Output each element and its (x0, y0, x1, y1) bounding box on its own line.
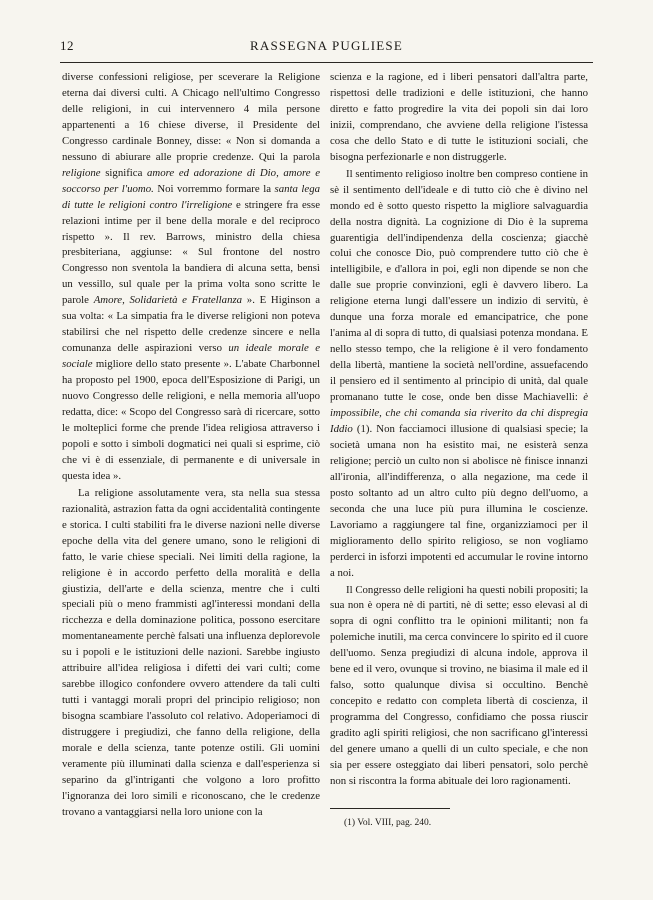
italic-run: un ideale morale e sociale (62, 342, 321, 371)
right-paragraph-1: scienza e la ragione, ed i liberi pensatori dall'altra parte, rispettosi delle tradizioni e delle istituzioni, che hanno diretto e fatto progredire la vita dei popoli sin dai loro inizii, comprendano, che avviene della religione l'istessa cosa che dello Stato e di tutte le istituzioni sociali, che bisogna perfezionarle e non distruggerle. (330, 71, 588, 163)
text-run: (1). Non facciamoci illusione di qualsiasi specie; la società umana non ha esistito mai, ne esisterà senza religione; perciò un culto non si abolisce nè finisce innanzi all'ironia, all'indifferenza, o alla negazione, ma cede il posto soltanto ad un altro culto più degno dell'uomo, a seconda che una luce più pura illumina le coscienze. Lavoriamo a raggiungere tal fine, organizziamoci per il miglioramento dello spirito religioso, se non vogliamo perderci in isforzi impotenti ed accumular le rovine intorno a noi. (330, 422, 588, 579)
page-number: 12 (60, 38, 74, 53)
italic-run: religione (62, 166, 101, 179)
footnote-rule (330, 808, 450, 809)
page-header (60, 38, 593, 58)
running-title: RASSEGNA PUGLIESE (250, 38, 403, 53)
text-run: Il sentimento religioso inoltre ben compreso contiene in sè il sentimento dell'ideale e di tutto ciò che è divino nel mondo ed è sotto questo rispetto la migliore salvaguardia della nostra dignità. La cognizione di Dio è la suprema guarentigia dell'indipendenza della coscienza; giacchè colui che conosce Dio, può comprendere tutto ciò che è intelligibile, e d'allora in poi, egli non dipende se non che dalle sue proprie convinzioni, egli è davvero libero. La religione eterna lungi dall'essere un indizio di servitù, è dunque una forza morale ed emancipatrice, che pone l'anima al di sopra di tutto, di qualsiasi potenza mondana. E nello stesso tempo, che la religione è il vero fondamento della libertà, mantiene la società nell'ordine, assuefacendo il pensiero ed il sentimento al principio di unità, dal quale promanano tutte le cose, onde ben disse Machiavelli: (330, 167, 588, 404)
italic-run: Amore, Solidarietà e Fratellanza (93, 294, 243, 307)
text-run: diverse confessioni religiose, per sceverare la Religione eterna dai diversi culti. A Chicago nell'ultimo Congresso delle religioni, in cui intervennero 4 mila persone appartenenti a 16 chiese diverse, il Presidente del Congresso cardinale Bonney, disse: « Non si domanda a nessuno di abiurare alle proprie credenze. Qui la parola (62, 71, 320, 163)
right-paragraph-2 (330, 167, 588, 582)
italic-run: è impossibile, che chi comanda sia riverito da chi dispregia Iddio (330, 391, 588, 435)
italic-run: amore ed adorazione di Dio, amore e soccorso per l'uomo. (62, 166, 321, 195)
text-run: significa (100, 166, 148, 179)
footnote: (1) Vol. VIII, pag. 240. (344, 818, 432, 828)
header-rule (60, 62, 593, 63)
left-column (62, 70, 320, 821)
right-column (330, 70, 588, 790)
left-paragraph-2: La religione assolutamente vera, sta nella sua stessa razionalità, astrazion fatta da ogni accidentalità contingente e storica. I culti stabiliti fra le diverse nazioni nelle diverse epoche della vita del genere umano, sono le religioni di fatto, le varie chiese speciali. Nei limiti della ragione, la religione è in accordo perfetto della moralità e della giustizia, dell'arte e della scienza, mentre che i culti speciali più o meno frammisti agl'interessi mondani della ricchezza e della dominazione politica, possono esercitare momentaneamente perchè falsati una influenza deplorevole su i popoli e le istituzioni delle nazioni. Sarebbe ingiusto attribuire all'idea religiosa i difetti dei vari culti; come sarebbe illogico confondere ovvero attendere da tali culti tutti i vantaggi morali propri del principio religioso; non bisogna scambiare l'assoluto col relativo. Adoperiamoci di distruggere i pregiudizi, che fanno della religione, della morale e della scienza, tante potenze ostili. Gli uomini veramente più illuminati dalla scienza e dall'esperienza si separino da gl'intriganti che volgono a loro profitto l'ignoranza dei loro simili e riconoscano, che le credenze trovano a vantaggiarsi nella loro unione con la (62, 486, 320, 818)
text-run: Noi vorremmo formare la (153, 182, 275, 195)
right-paragraph-3: Il Congresso delle religioni ha questi nobili propositi; la sua non è opera nè di partiti, nè di sette; esso elevasi al di sopra di ogni conflitto tra le opinioni militanti; non fa polemiche inutili, ma cerca convincere lo spirito ed il cuore dell'uomo. Senza pregiudizi di alcuna indole, approva il bene ed il vero, ovunque si trovino, ne biasima il male ed il falso, sotto qualunque divisa si occultino. Benchè concepito e redatto con completa libertà di coscienza, il programma del Congresso, confidiamo che possa riuscir gradito agli spiriti religiosi, che non sacrificano gl'interessi del genere umano a quelli di un culto speciale, e che non sia per essere osteggiato dai liberi pensatori, solo perchè non si riscontra la forma abituale dei loro ragionamenti. (330, 583, 588, 787)
text-run: migliore dello stato presente ». L'abate Charbonnel ha proposto pel 1900, epoca dell'Esposizione di Parigi, un nuovo Congresso delle religioni, e nella memoria all'uopo redatta, dice: « Scopo del Congresso sarà di ricercare, sotto le molteplici forme che prende l'idea religiosa attraverso i popoli e sotto i simboli dogmatici nei quali si esprime, ciò che vi è di essenziale, di permanente e di universale in questa idea ». (62, 358, 320, 482)
italic-run: santa lega di tutte le religioni contro l'irreligione (62, 182, 320, 211)
text-run: ». E Higinson a sua volta: « La simpatia fra le diverse religioni non poteva stabilirsi che nel rispetto delle credenze sincere e nella comunanza delle aspirazioni verso (62, 294, 320, 355)
text-run: e stringere fra esse relazioni intime per il bene della morale e del reciproco rispetto ». Il rev. Barrows, ministro della chiesa presbiteriana, aggiunse: « Sul frontone del nostro Congresso non sventola la bandiera di alcuna setta, bensì un vessillo, sul quale per la prima volta sono scritte le parole (62, 198, 320, 307)
left-paragraph-1 (62, 70, 320, 485)
